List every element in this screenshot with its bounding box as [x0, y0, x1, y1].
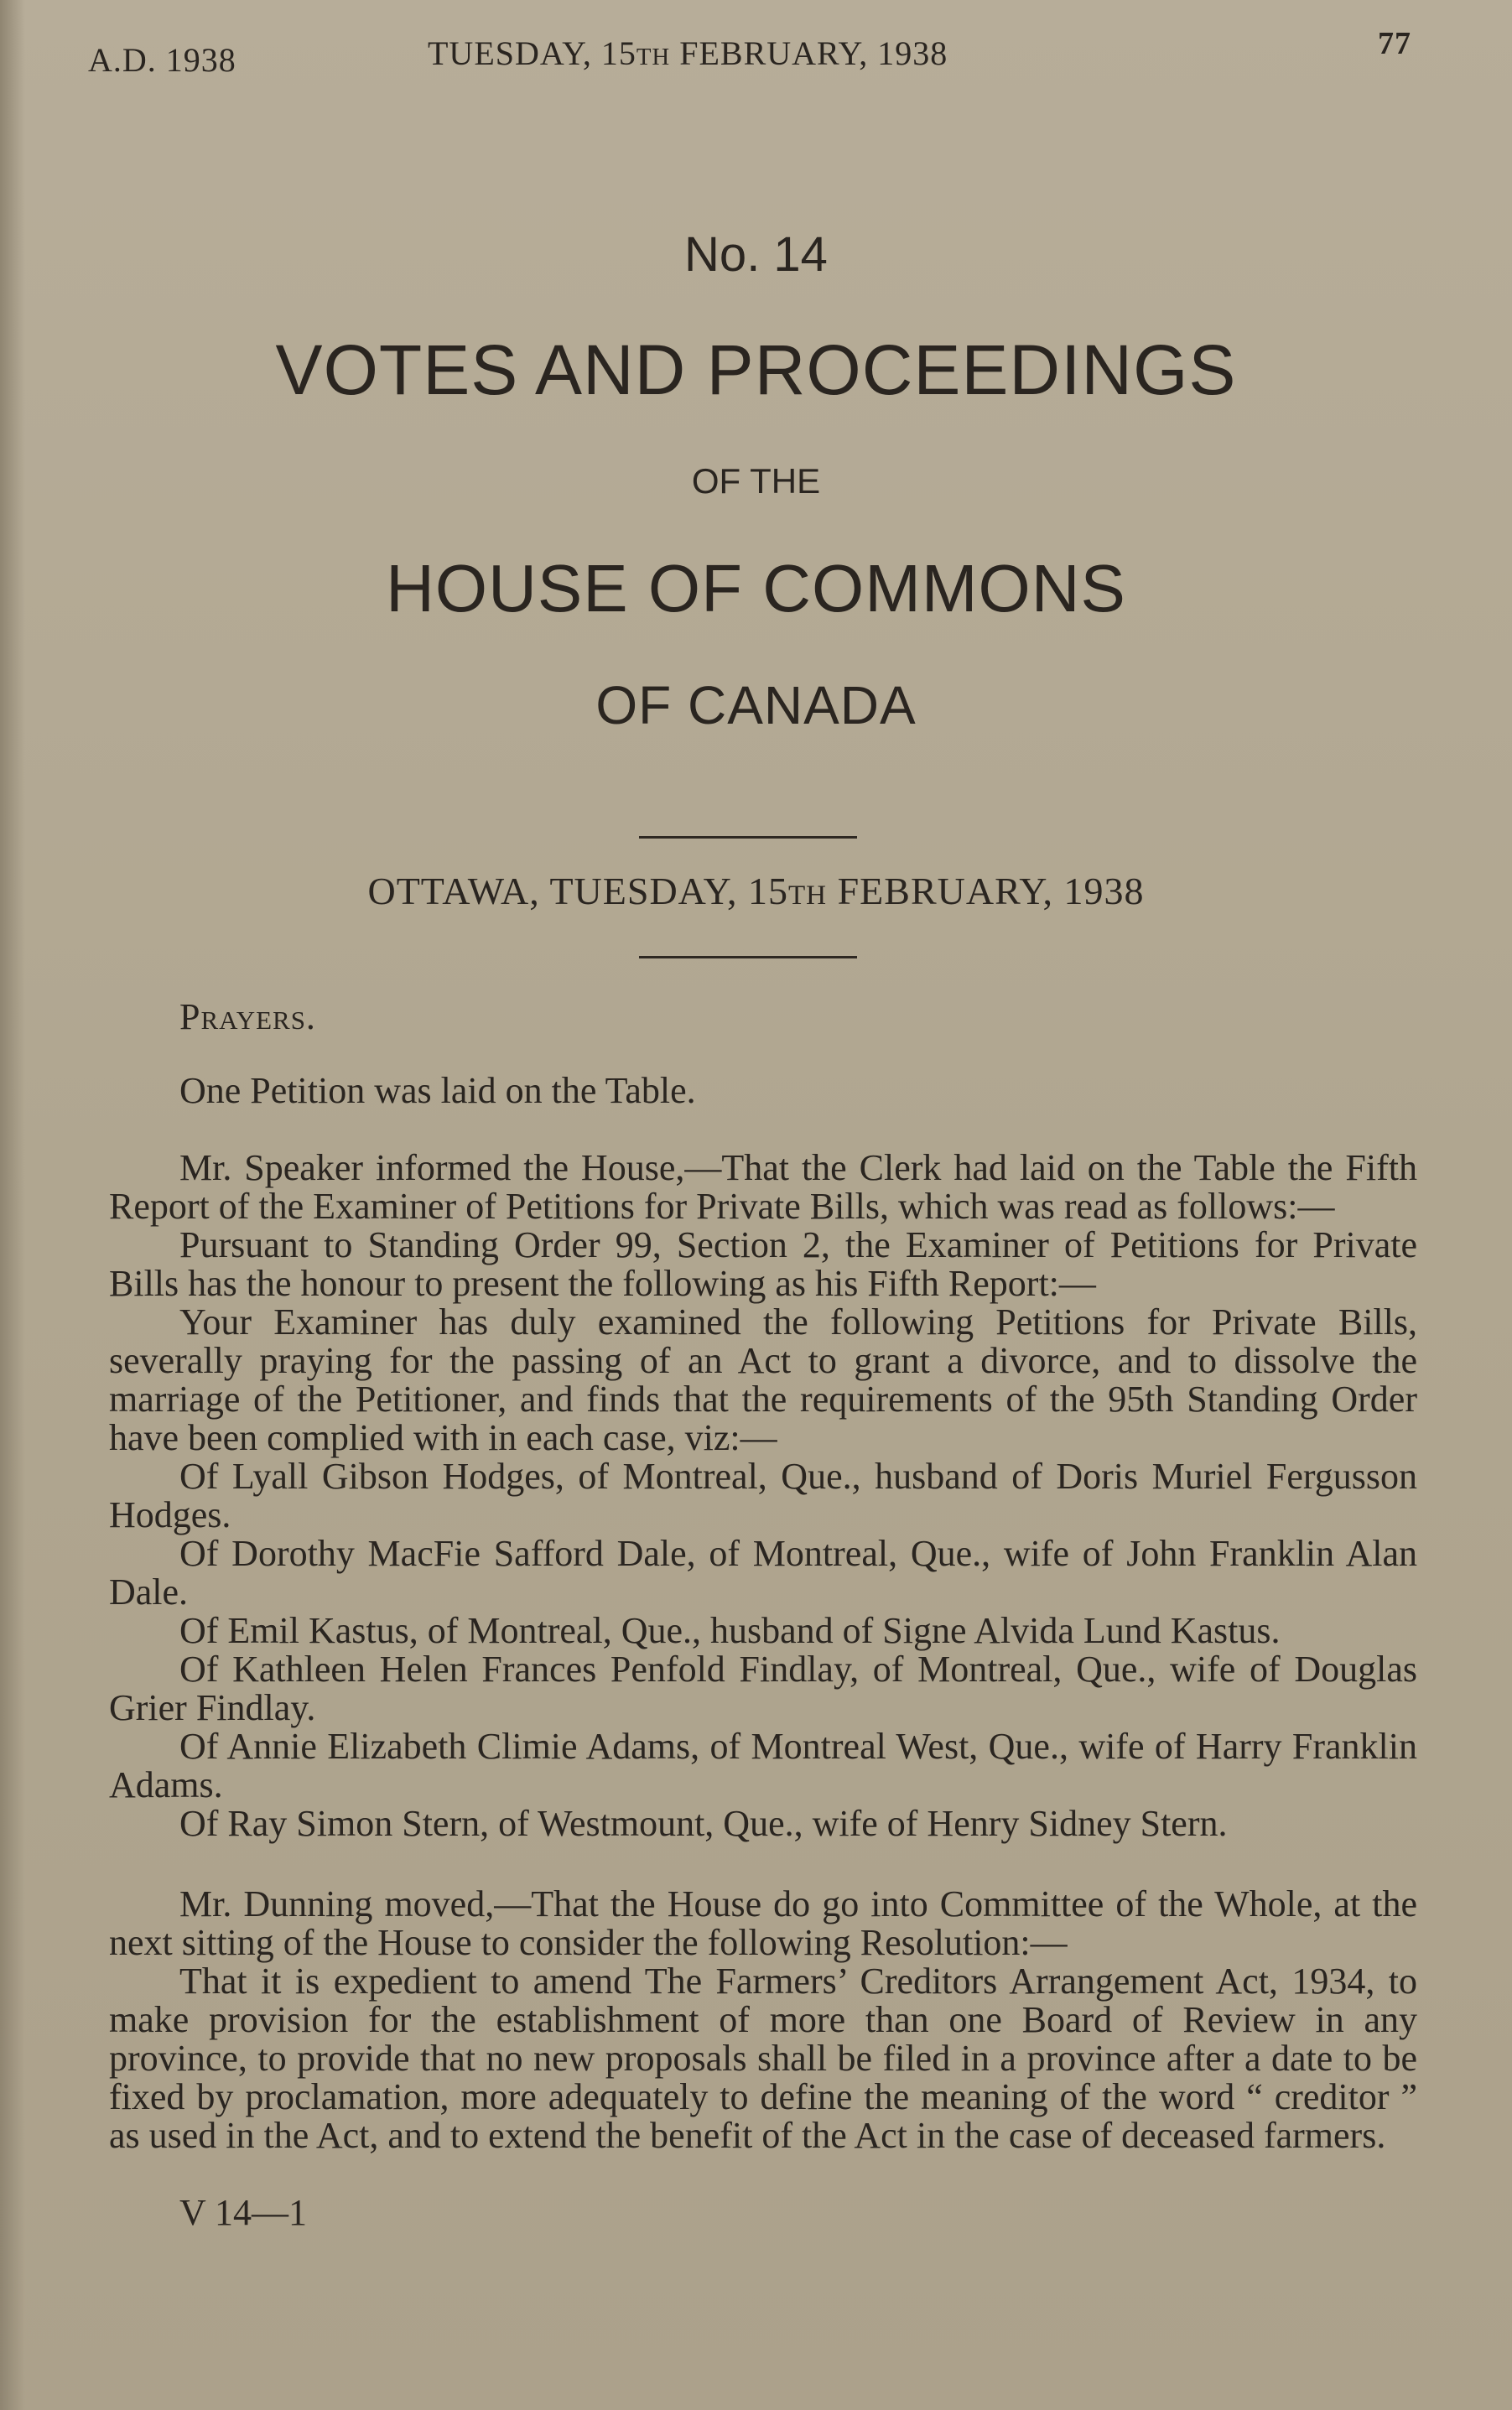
house-name: HOUSE OF COMMONS: [386, 551, 1126, 626]
pursuant-paragraph: Pursuant to Standing Order 99, Section 2, the Examiner of Petitions for Private Bills has the honour to present the following as his Fifth Report:—: [109, 1224, 1417, 1304]
header-year: A.D. 1938: [88, 41, 236, 79]
dunning-motion: Mr. Dunning moved,—That the House do go into Committee of the Whole, at the next sitting of the House to consider the following Resolution:—: [109, 1883, 1417, 1963]
examiner-paragraph: Your Examiner has duly examined the following Petitions for Private Bills, severally praying for the passing of an Act to grant a divorce, and to dissolve the marriage of the Petitioner, and finds that the requirements of the 95th Standing Order have been complied with in each case, viz:—: [109, 1301, 1417, 1458]
petition-item: Of Dorothy MacFie Safford Dale, of Montreal, Que., wife of John Franklin Alan Dale.: [109, 1533, 1417, 1613]
resolution-paragraph: That it is expedient to amend The Farmers’ Creditors Arrangement Act, 1934, to make provision for the establishment of more than one Board of Review in any province, to provide that no new proposals shall be filed in a province after a date to be fixed by proclamation, more adequately to define the meaning of the word “ creditor ” as used in the Act, and to extend the benefit of the Act in the case of deceased farmers.: [109, 1961, 1417, 2156]
header-date-start: TUESDAY, 15: [428, 34, 636, 72]
header-date-end: FEBRUARY, 1938: [670, 34, 948, 72]
petition-item: Of Emil Kastus, of Montreal, Que., husband of Signe Alvida Lund Kastus.: [179, 1610, 1281, 1651]
divider-top: [639, 836, 857, 839]
petition-item: Of Annie Elizabeth Climie Adams, of Montreal West, Que., wife of Harry Franklin Adams.: [109, 1726, 1417, 1805]
petition-item: Of Lyall Gibson Hodges, of Montreal, Que., husband of Doris Muriel Fergusson Hodges.: [109, 1456, 1417, 1535]
document-title: VOTES AND PROCEEDINGS: [275, 330, 1237, 409]
running-head: [88, 25, 1411, 79]
divider-bottom: [639, 956, 857, 958]
petition-paragraph: One Petition was laid on the Table.: [179, 1070, 696, 1111]
petition-item: Of Kathleen Helen Frances Penfold Findlay, of Montreal, Que., wife of Douglas Grier Findlay.: [109, 1649, 1417, 1728]
issue-number: No. 14: [684, 227, 828, 282]
masthead: [0, 226, 1512, 736]
page-number: 77: [1378, 26, 1411, 61]
title-connector: OF THE: [691, 461, 821, 501]
dateline: [0, 869, 1512, 913]
country-name: OF CANADA: [595, 675, 917, 735]
header-date: [428, 34, 948, 73]
header-date-suffix: TH: [636, 44, 671, 70]
speaker-paragraph: Mr. Speaker informed the House,—That the Clerk had laid on the Table the Fifth Report of the Examiner of Petitions for Private Bills, which was read as follows:—: [109, 1147, 1417, 1227]
dateline-start: OTTAWA, TUESDAY, 15: [367, 870, 788, 912]
prayers-heading: Prayers.: [179, 996, 316, 1037]
dateline-suffix: TH: [787, 880, 828, 911]
proceedings-body: [109, 998, 1417, 2232]
dateline-end: FEBRUARY, 1938: [827, 870, 1145, 912]
signature-mark: V 14—1: [179, 2192, 307, 2233]
petition-item: Of Ray Simon Stern, of Westmount, Que., wife of Henry Sidney Stern.: [179, 1803, 1228, 1844]
